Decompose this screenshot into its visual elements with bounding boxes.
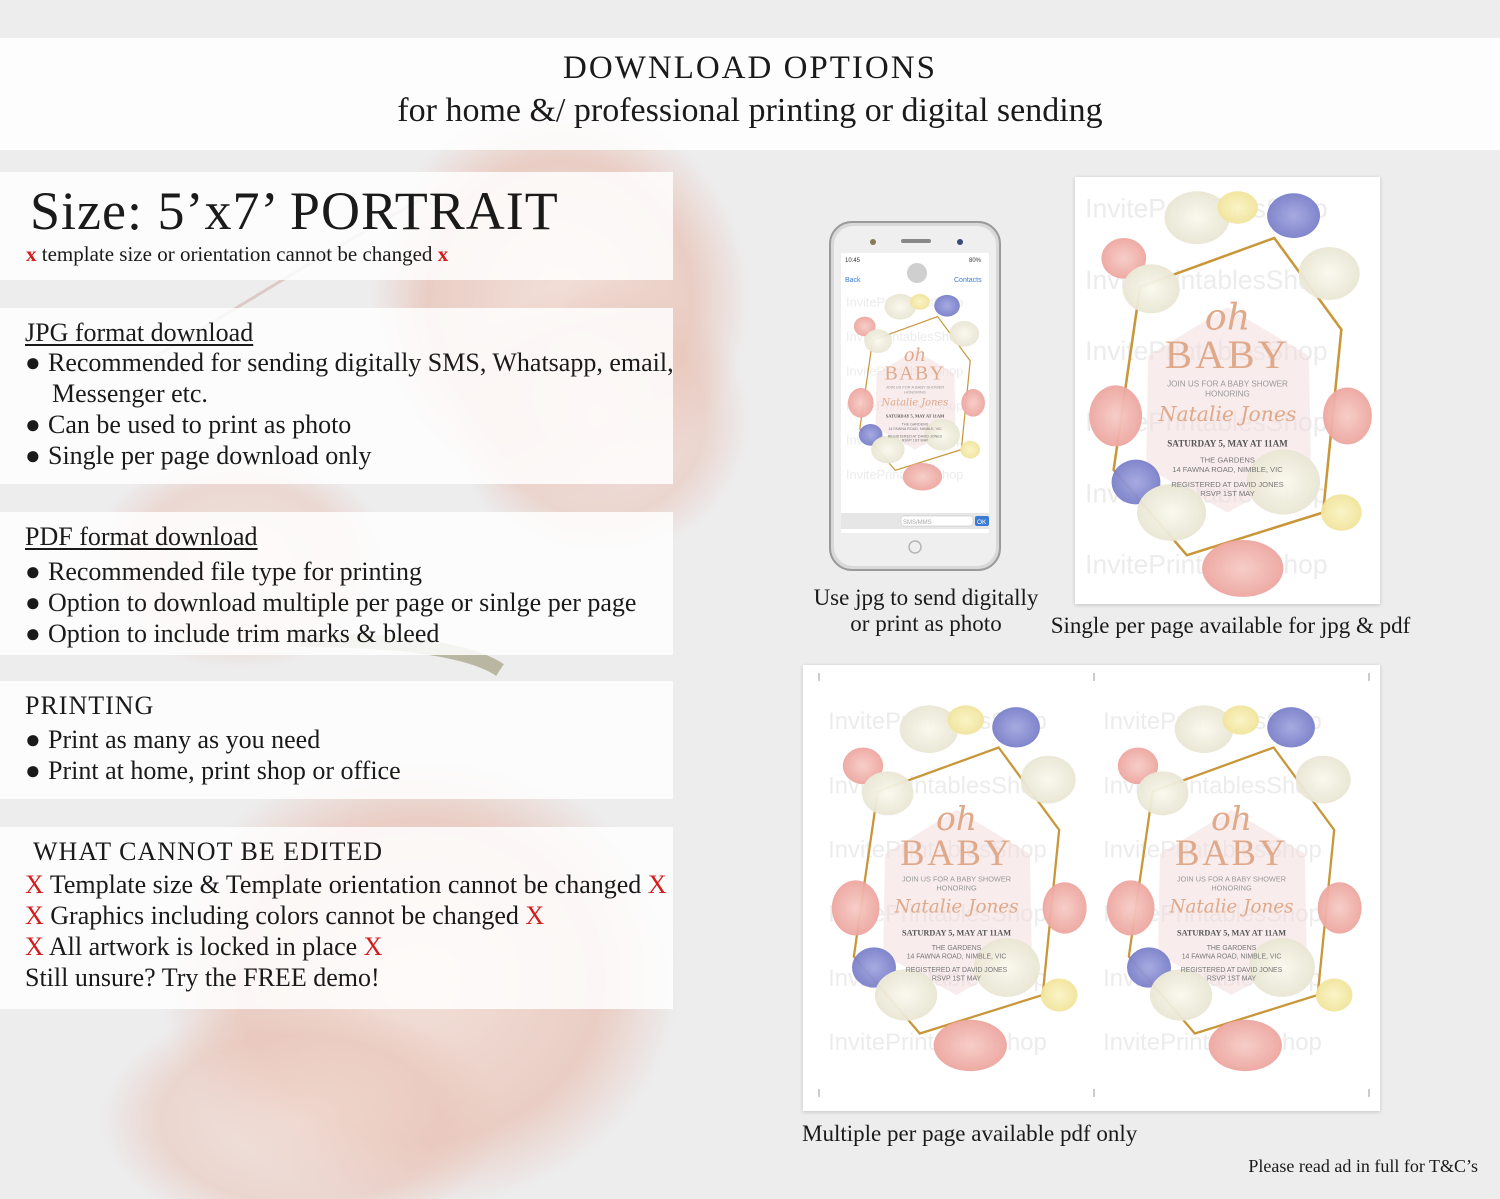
footer-note: Please read ad in full for T&C’s <box>1248 1156 1478 1176</box>
svg-text:OK: OK <box>977 519 987 526</box>
page-subtitle: for home &/ professional printing or digital sending <box>397 92 1103 129</box>
multi-invitation-sheet <box>803 665 1380 1111</box>
cannot-edit-title: WHAT CANNOT BE EDITED <box>33 837 384 866</box>
list-item: X Template size & Template orientation cannot be changed X <box>25 870 667 899</box>
multi-caption: Multiple per page available pdf only <box>802 1121 1138 1146</box>
list-item: X All artwork is locked in place X <box>25 932 383 961</box>
size-note <box>26 242 448 267</box>
list-item: ● Recommended file type for printing <box>25 557 423 586</box>
closing-text: Still unsure? Try the FREE demo! <box>25 963 380 992</box>
list-item: ● Can be used to print as photo <box>25 410 352 439</box>
cannot-edit-panel <box>0 827 673 1009</box>
single-invitation-card <box>1075 177 1380 604</box>
bullet-icon: ● <box>25 725 41 754</box>
svg-text:SMS/MMS: SMS/MMS <box>903 520 932 526</box>
printing-panel <box>0 681 673 799</box>
pdf-title: PDF format download <box>25 522 258 551</box>
list-item: ● Recommended for sending digitally SMS, Whatsapp, email, <box>25 348 674 377</box>
list-item: ● Option to include trim marks & bleed <box>25 619 440 648</box>
svg-text:80%: 80% <box>969 258 982 264</box>
bullet-icon: ● <box>25 410 41 439</box>
list-item: ● Option to download multiple per page or sinlge per page <box>25 588 637 617</box>
header-banner <box>0 38 1500 150</box>
pdf-panel <box>0 512 673 655</box>
bullet-icon: ● <box>25 557 41 586</box>
avatar <box>907 263 927 283</box>
x-marker: x <box>437 242 449 266</box>
list-item-continuation: Messenger etc. <box>52 379 208 408</box>
single-caption: Single per page available for jpg & pdf <box>1050 613 1411 638</box>
jpg-panel <box>0 308 673 484</box>
sensor-icon <box>957 239 963 245</box>
bullet-icon: ● <box>25 441 41 470</box>
size-panel <box>0 172 673 280</box>
bullet-icon: ● <box>25 588 41 617</box>
list-item: ● Single per page download only <box>25 441 372 470</box>
back-link[interactable]: Back <box>845 277 861 284</box>
list-item: X Graphics including colors cannot be changed X <box>25 901 545 930</box>
invitation-preview <box>1075 177 1380 604</box>
x-marker: x <box>26 242 37 266</box>
phone-caption: Use jpg to send digitally or print as photo <box>813 585 1039 636</box>
contacts-link[interactable]: Contacts <box>954 277 982 284</box>
list-item: ● Print as many as you need <box>25 725 321 754</box>
bullet-icon: ● <box>25 756 41 785</box>
svg-text:10:45: 10:45 <box>845 258 861 264</box>
speaker-icon <box>901 239 931 243</box>
trim-marks <box>803 665 1380 1111</box>
bullet-icon: ● <box>25 348 41 377</box>
size-title: Size: 5’x7’ PORTRAIT <box>30 181 559 241</box>
page-title: DOWNLOAD OPTIONS <box>563 50 937 86</box>
list-item: ● Print at home, print shop or office <box>25 756 401 785</box>
camera-icon <box>870 239 876 245</box>
jpg-title: JPG format download <box>25 318 254 347</box>
phone-invitation-preview <box>841 287 989 494</box>
bullet-icon: ● <box>25 619 41 648</box>
printing-title: PRINTING <box>25 691 155 720</box>
phone-mockup <box>829 221 1001 571</box>
size-note-text: template size or orientation cannot be changed <box>41 242 433 266</box>
